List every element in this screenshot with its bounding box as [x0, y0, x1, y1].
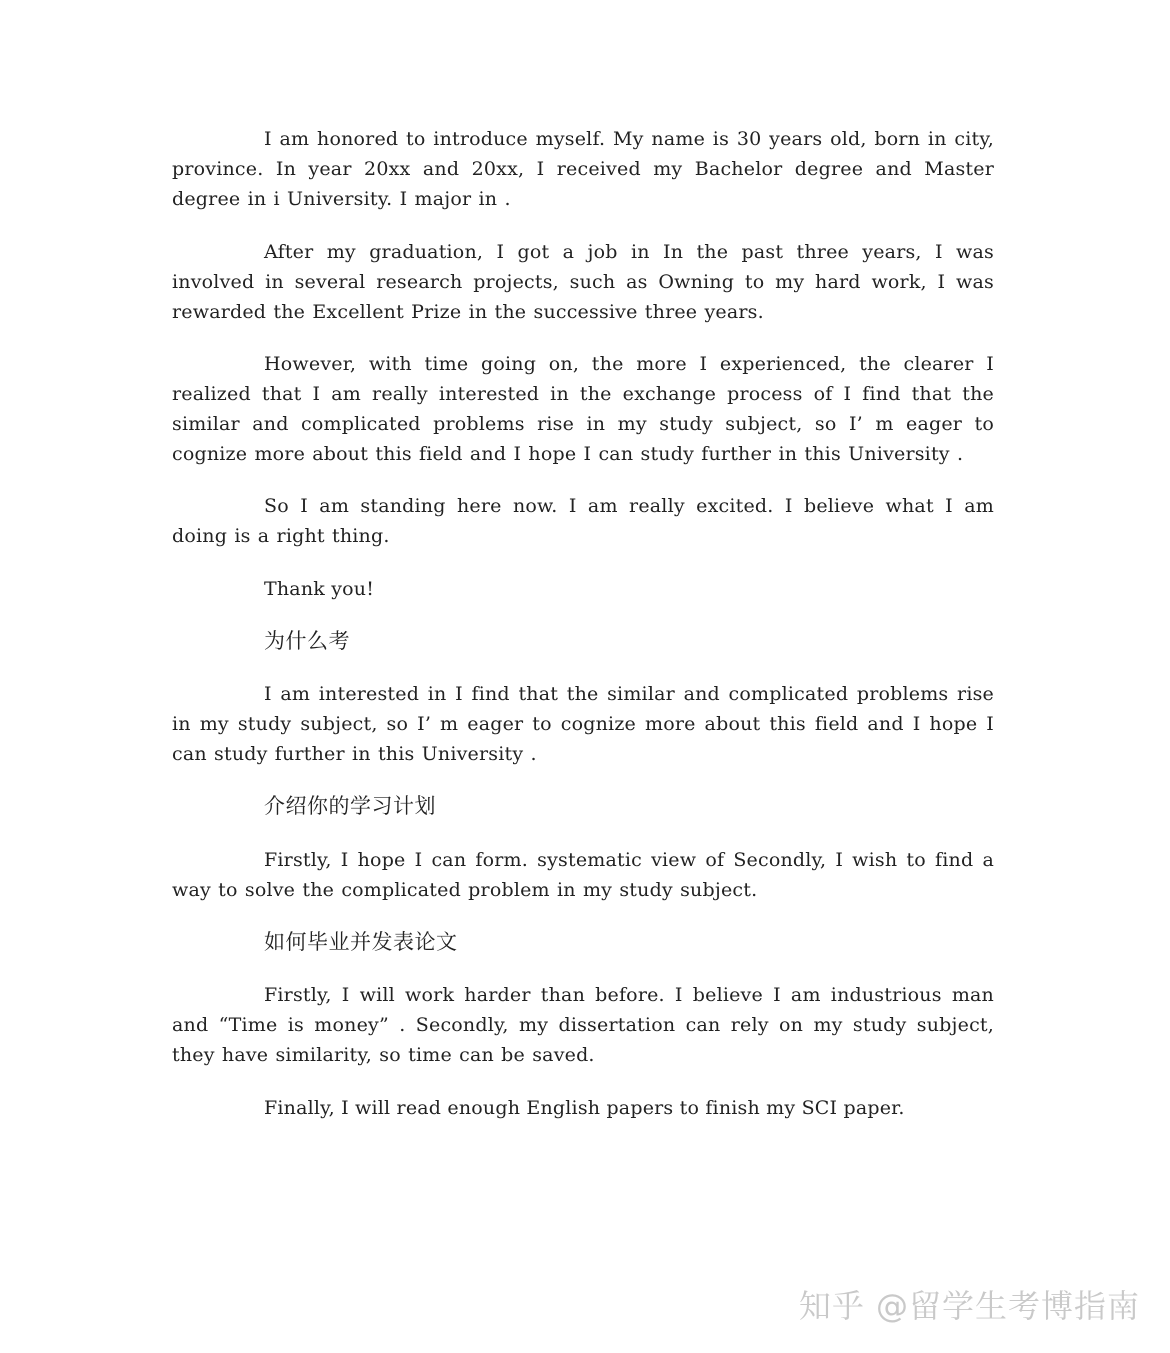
paragraph-introduction: I am honored to introduce myself. My name is 30 years old, born in city, province. In year 20xx and 20xx, I received my Bachelor degree and Master degree in i University. I major in .	[172, 128, 994, 210]
paragraph-graduate-publish-answer: Firstly, I will work harder than before. I believe I am industrious man and “Time is money” . Secondly, my dissertation can rely on my study subject, they have similarity, so time can be saved.	[172, 984, 994, 1066]
paragraph-study-plan-answer: Firstly, I hope I can form. systematic view of Secondly, I wish to find a way to solve the complicated problem in my study subject.	[172, 849, 994, 901]
heading-why-apply: 为什么考	[264, 629, 350, 653]
paragraph-thank-you: Thank you!	[264, 578, 375, 600]
paragraph-research-interest: However, with time going on, the more I experienced, the clearer I realized that I am really interested in the exchange process of I find that the similar and complicated problems rise in my study subject, so I’ m eager to cognize more about this field and I hope I can study further in this University .	[172, 353, 994, 465]
paragraph-finally: Finally, I will read enough English papers to finish my SCI paper.	[264, 1097, 905, 1119]
paragraph-why-apply-answer: I am interested in I find that the similar and complicated problems rise in my study subject, so I’ m eager to cognize more about this field and I hope I can study further in this University .	[172, 683, 994, 765]
watermark: 知乎 @留学生考博指南	[798, 1287, 1140, 1325]
paragraph-work-experience: After my graduation, I got a job in In the past three years, I was involved in several research projects, such as Owning to my hard work, I was rewarded the Excellent Prize in the successive three years.	[172, 241, 994, 323]
heading-study-plan: 介绍你的学习计划	[264, 794, 436, 818]
paragraph-standing-here: So I am standing here now. I am really excited. I believe what I am doing is a right thing.	[172, 495, 994, 547]
heading-graduate-publish: 如何毕业并发表论文	[264, 930, 458, 954]
